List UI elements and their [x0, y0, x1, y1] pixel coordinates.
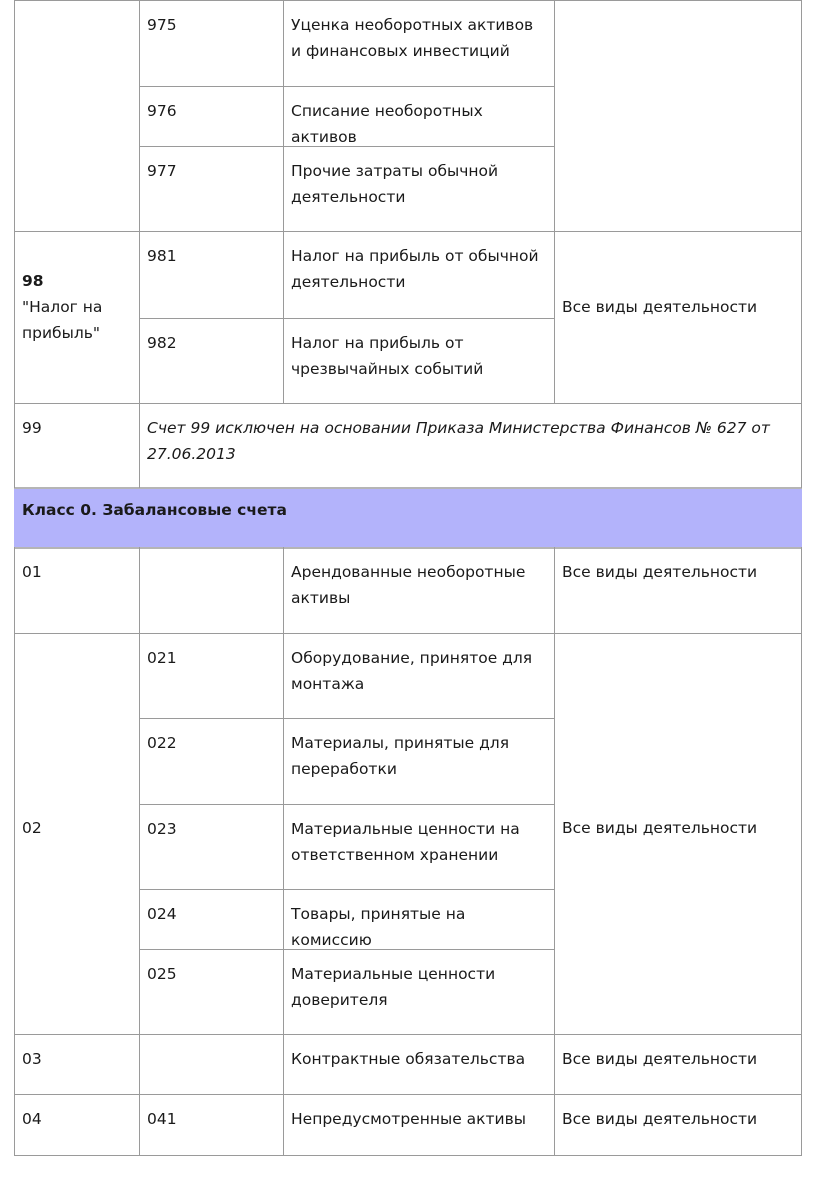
account-code: 99: [22, 419, 42, 437]
subaccount-name: Списание необоротных активов: [291, 102, 483, 146]
subaccount-code: 982: [147, 334, 177, 352]
account-note: Счет 99 исключен на основании Приказа Министерства Финансов № 627 от 27.06.2013: [147, 419, 770, 463]
subaccount-code: 024: [147, 905, 177, 923]
subaccount-code: 025: [147, 965, 177, 983]
account-code: 02: [22, 819, 42, 837]
subaccount-name: Уценка необоротных активов и финансовых инвестиций: [291, 16, 534, 60]
subaccount-code: 977: [147, 162, 177, 180]
subaccount-code: 975: [147, 16, 177, 34]
section-header: [14, 489, 802, 547]
subaccount-name: Материальные ценности на ответственном хранении: [291, 820, 520, 864]
section-title: Класс 0. Забалансовые счета: [22, 501, 287, 519]
account-code: 98: [22, 272, 44, 290]
subaccount-code: 022: [147, 734, 177, 752]
subaccount-name: Прочие затраты обычной деятельности: [291, 162, 499, 206]
account-cell: [14, 231, 139, 403]
subaccount-code: 041: [147, 1110, 177, 1128]
account-name: Арендованные необоротные активы: [291, 563, 526, 607]
subaccount-code: 981: [147, 247, 177, 265]
subaccount-name: Материальные ценности доверителя: [291, 965, 496, 1009]
subaccount-name: Налог на прибыль от обычной деятельности: [291, 247, 539, 291]
column-divider: [801, 0, 802, 404]
account-code: 01: [22, 563, 42, 581]
subaccount-name: Оборудование, принятое для монтажа: [291, 649, 533, 693]
account-title: "Налог на прибыль": [22, 298, 103, 342]
subaccount-name: Материалы, принятые для переработки: [291, 734, 510, 778]
account-code: 03: [22, 1050, 42, 1068]
activity-cell: Все виды деятельности: [562, 1050, 758, 1068]
activity-cell: Все виды деятельности: [562, 1110, 758, 1128]
subaccount-name: Налог на прибыль от чрезвычайных событий: [291, 334, 484, 378]
subaccount-code: 021: [147, 649, 177, 667]
column-divider: [801, 547, 802, 1156]
row-divider: [14, 1155, 802, 1156]
column-divider: [801, 403, 802, 488]
account-code: 04: [22, 1110, 42, 1128]
activity-cell: Все виды деятельности: [562, 298, 758, 316]
activity-cell: Все виды деятельности: [562, 563, 758, 581]
subaccount-code: 976: [147, 102, 177, 120]
subaccount-name: Товары, принятые на комиссию: [291, 905, 466, 949]
account-name: Непредусмотренные активы: [291, 1110, 526, 1128]
account-name: Контрактные обязательства: [291, 1050, 526, 1068]
column-divider: [554, 0, 555, 404]
activity-cell: Все виды деятельности: [562, 819, 758, 837]
subaccount-code: 023: [147, 820, 177, 838]
